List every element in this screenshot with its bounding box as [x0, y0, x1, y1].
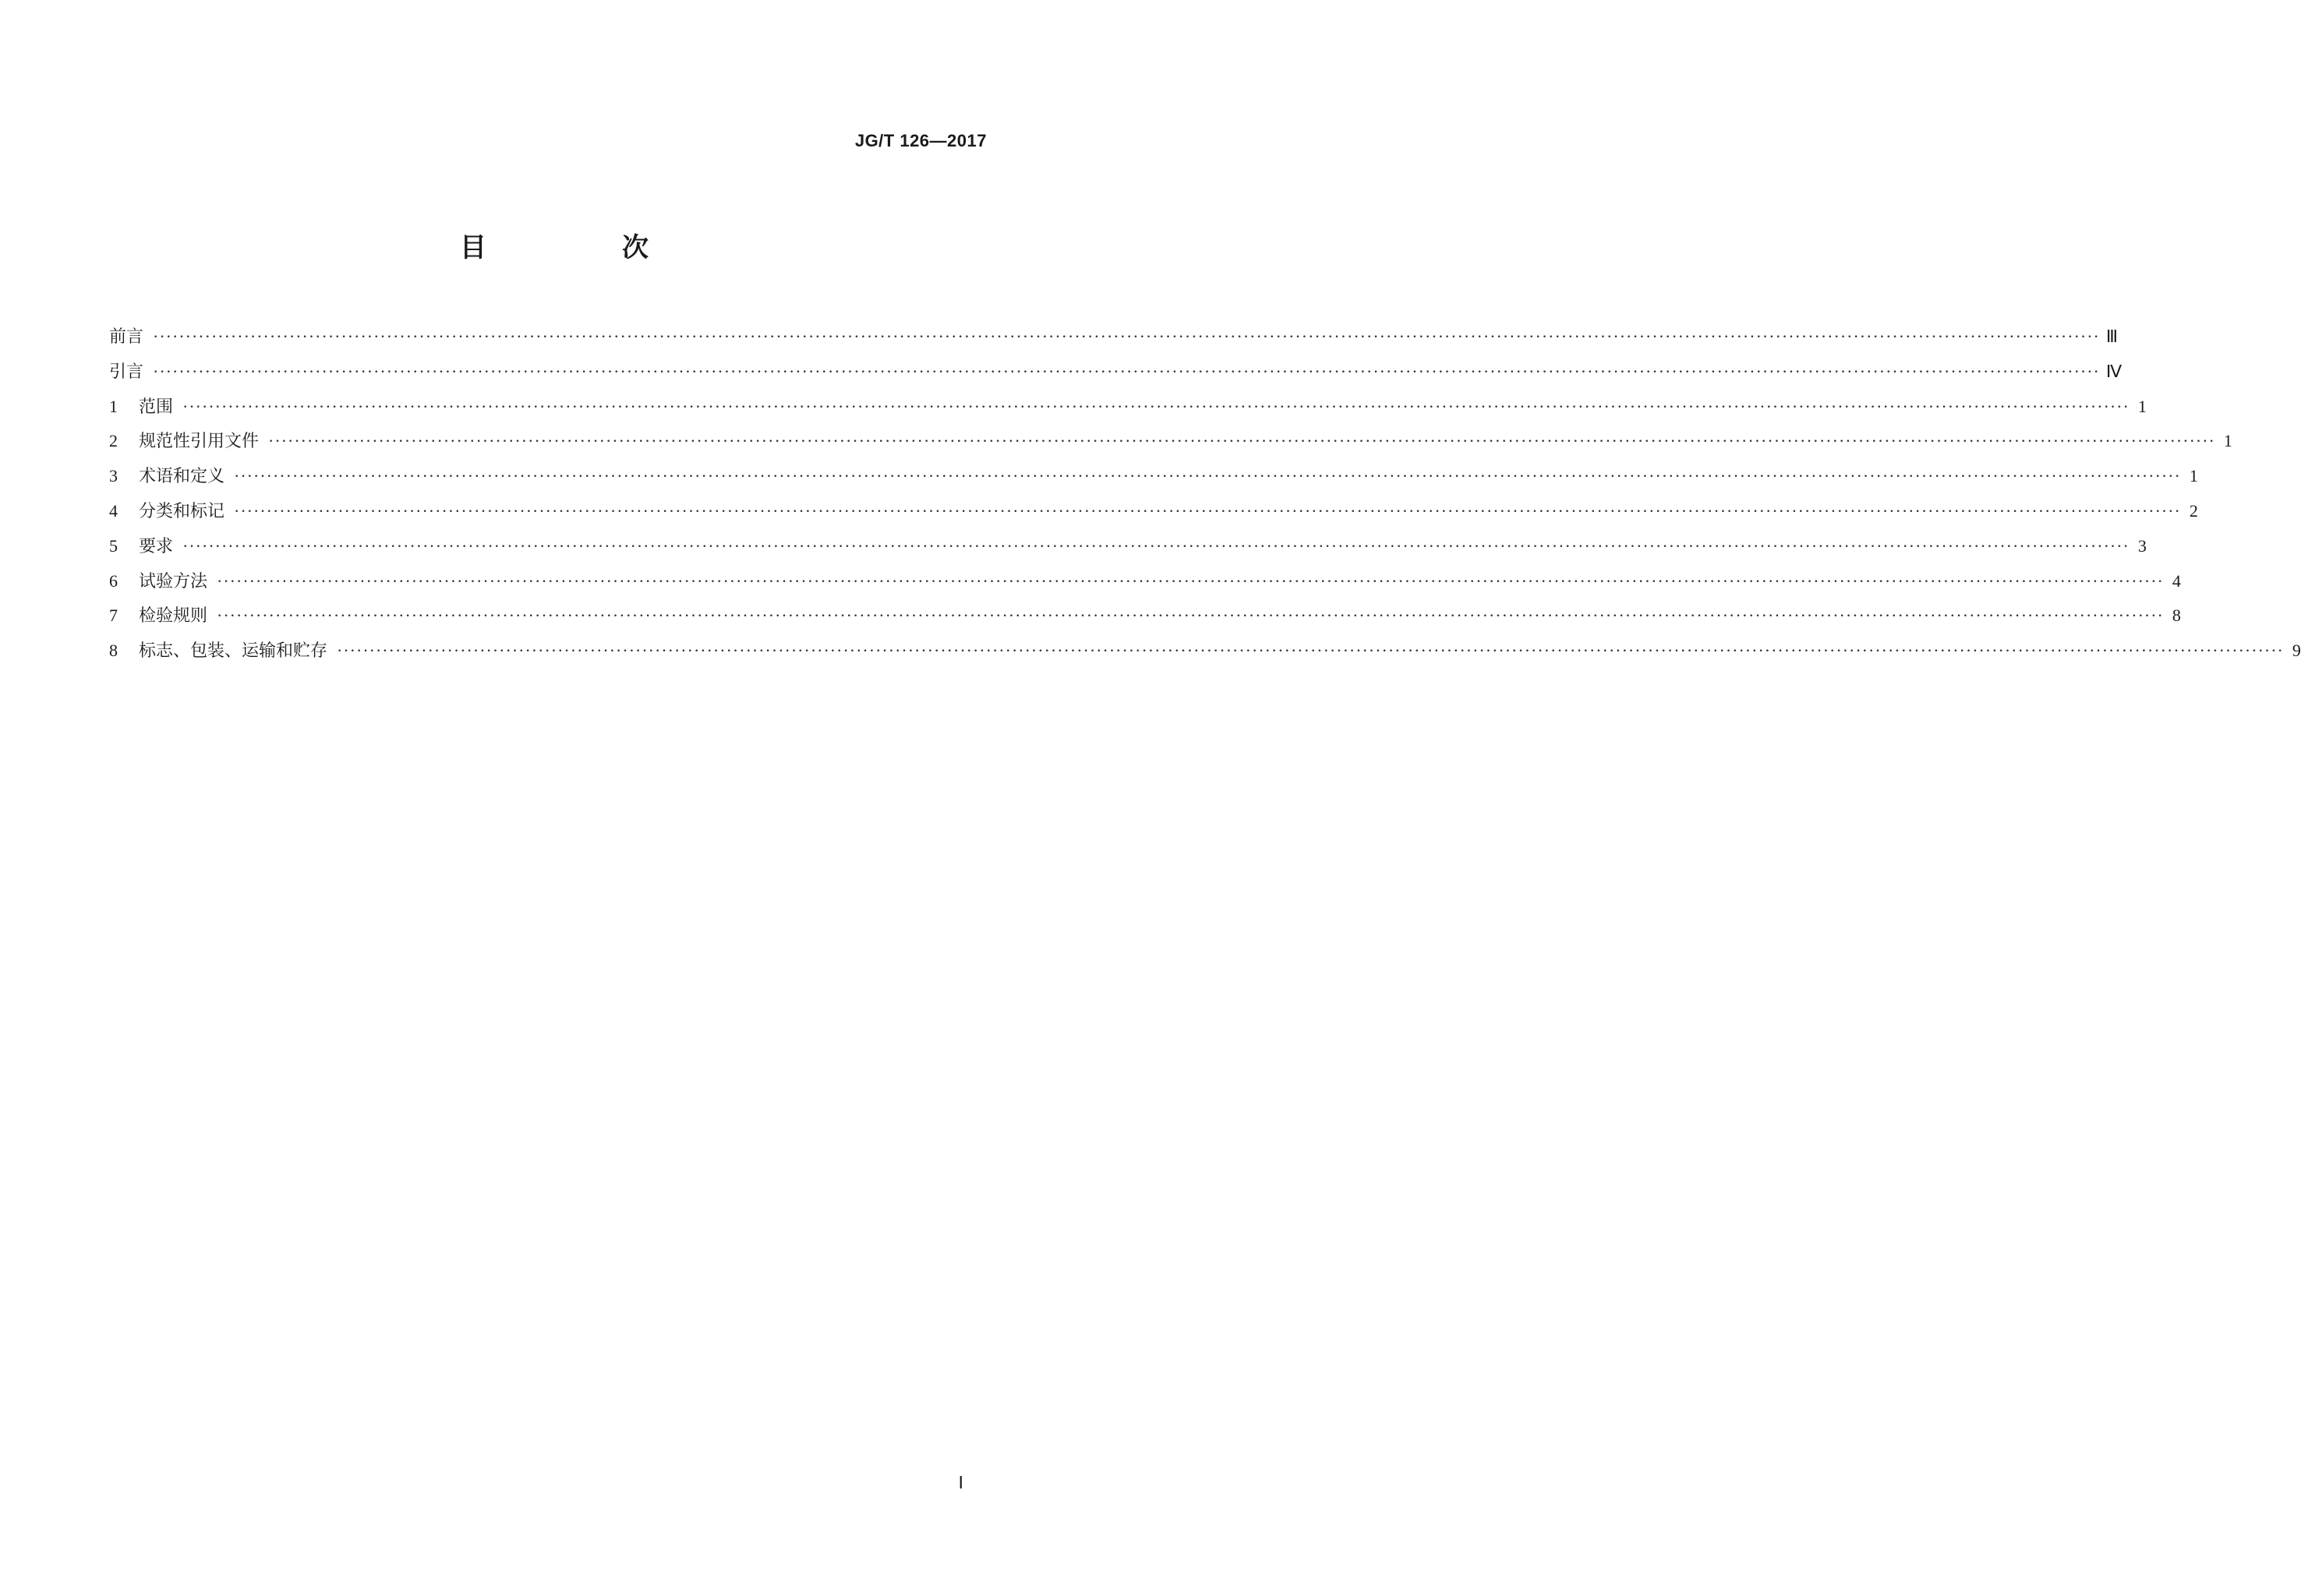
toc-entry-label: 要求 — [139, 536, 174, 556]
toc-entry-page: Ⅳ — [2105, 361, 2123, 381]
toc-entry-page: Ⅲ — [2105, 327, 2119, 346]
toc-entry-introduction[interactable] — [109, 355, 2123, 390]
page-number: Ⅰ — [958, 1473, 963, 1492]
toc-entry-page: 2 — [2189, 500, 2198, 521]
toc-entry-page: 1 — [2189, 466, 2198, 486]
toc-entry-page: 8 — [2172, 606, 2181, 626]
toc-entry-8[interactable] — [109, 634, 2301, 669]
toc-leader-dots: ············································································································································································································································································································ — [153, 361, 2100, 381]
toc-entry-label: 术语和定义 — [139, 467, 225, 487]
toc-entry-number: 4 — [109, 500, 118, 521]
toc-entry-label: 范围 — [139, 397, 174, 417]
standard-code: JG/T 126—2017 — [854, 131, 987, 150]
toc-leader-dots: ············································································································································································································································································································ — [337, 641, 2284, 661]
toc-entry-page: 9 — [2292, 641, 2301, 661]
toc-entry-number: 1 — [109, 396, 118, 416]
toc-entry-number: 3 — [109, 466, 118, 486]
toc-entry-label: 规范性引用文件 — [139, 432, 260, 452]
toc-leader-dots: ············································································································································································································································································································ — [217, 606, 2164, 626]
toc-entry-1[interactable] — [109, 390, 2147, 425]
toc-entry-label: 前言 — [109, 327, 144, 347]
toc-entry-label: 检验规则 — [139, 606, 208, 627]
toc-entry-7[interactable] — [109, 598, 2181, 634]
toc-entry-number: 2 — [109, 431, 118, 451]
toc-entry-number: 5 — [109, 535, 118, 556]
toc-entry-label: 引言 — [109, 362, 144, 382]
toc-entry-label: 试验方法 — [139, 571, 208, 591]
toc-leader-dots: ············································································································································································································································································································ — [268, 431, 2215, 451]
toc-entry-page: 4 — [2172, 570, 2181, 591]
table-of-contents — [109, 320, 2301, 669]
toc-entry-3[interactable] — [109, 459, 2198, 494]
toc-leader-dots: ············································································································································································································································································································ — [234, 500, 2181, 521]
toc-leader-dots: ············································································································································································································································································································ — [182, 396, 2130, 416]
toc-entry-label: 标志、包装、运输和贮存 — [139, 641, 328, 662]
toc-entry-page: 1 — [2223, 431, 2232, 451]
toc-leader-dots: ············································································································································································································································································································ — [217, 570, 2164, 591]
toc-entry-4[interactable] — [109, 494, 2198, 529]
toc-entry-number: 7 — [109, 606, 118, 626]
page-title: 目 次 — [460, 232, 703, 263]
toc-entry-2[interactable] — [109, 424, 2232, 459]
toc-entry-label: 分类和标记 — [139, 501, 225, 521]
toc-entry-page: 1 — [2137, 396, 2147, 416]
toc-entry-page: 3 — [2137, 535, 2147, 556]
toc-leader-dots: ············································································································································································································································································································ — [234, 466, 2181, 486]
toc-entry-foreword[interactable] — [109, 320, 2119, 355]
toc-leader-dots: ············································································································································································································································································································ — [182, 535, 2130, 556]
toc-leader-dots: ············································································································································································································································································································ — [153, 327, 2100, 346]
toc-entry-6[interactable] — [109, 564, 2181, 599]
toc-entry-number: 8 — [109, 641, 118, 661]
toc-entry-5[interactable] — [109, 529, 2147, 564]
toc-entry-number: 6 — [109, 570, 118, 591]
